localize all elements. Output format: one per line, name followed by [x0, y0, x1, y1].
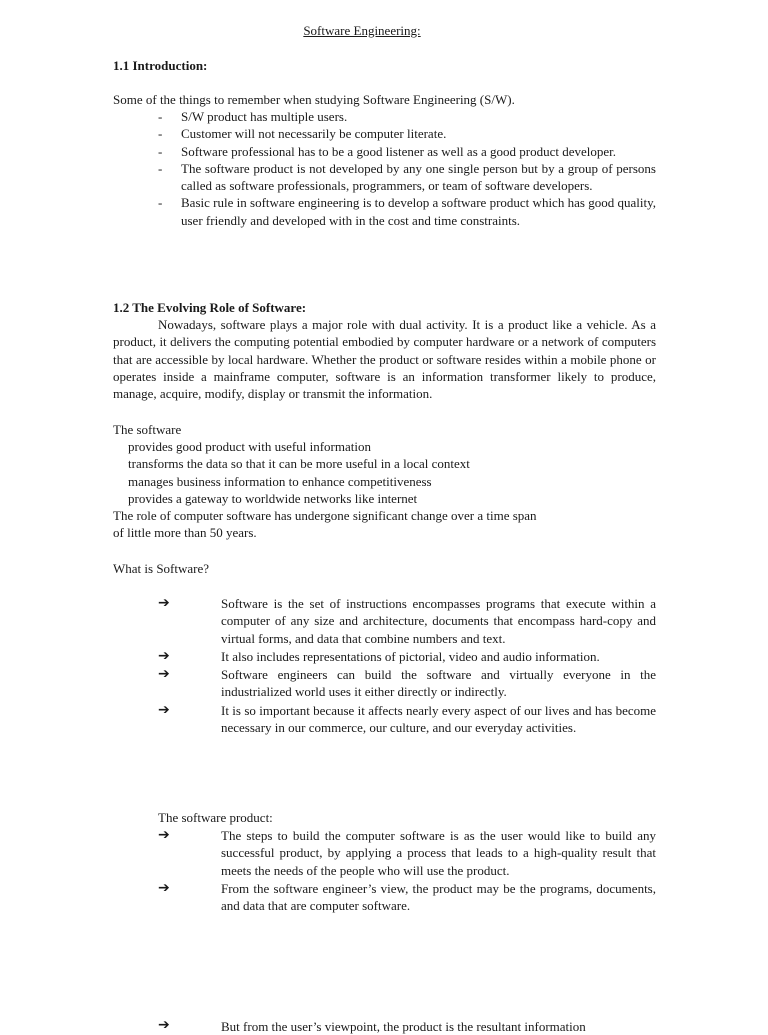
dash-bullet: -: [158, 109, 163, 124]
document-title: Software Engineering:: [303, 23, 421, 38]
section-heading-evolving-role: 1.2 The Evolving Role of Software:: [113, 300, 307, 315]
list-item: transforms the data so that it can be more useful in a local context: [128, 456, 470, 472]
role-change-line-2: of little more than 50 years.: [113, 525, 257, 540]
list-item: - S/W product has multiple users.: [158, 109, 348, 124]
intro-sentence: Some of the things to remember when studying Software Engineering (S/W).: [113, 92, 515, 107]
software-intro: The software: [113, 422, 182, 437]
evolving-role-paragraph: Nowadays, software plays a major role with dual activity. It is a product like a vehicle. As a product, it delivers the computing potential embodied by computer hardware or a network of computers that are accessible by local hardware. Whether the product or software resides within a mobile phone or operates inside a mainframe computer, software is an information transformer likely to produce, manage, acquire, modify, display or transmit the information.: [113, 317, 656, 402]
arrow-right-icon: ➔: [158, 701, 170, 718]
list-item: - The software product is not developed by any one single person but by a group of persons called as software professionals, programmers, or team of software developers.: [158, 160, 656, 194]
arrow-right-icon: ➔: [158, 827, 170, 843]
arrow-right-icon: ➔: [158, 595, 170, 611]
list-item: ➔ It also includes representations of pictorial, video and audio information.: [158, 647, 600, 664]
list-item: ➔ Software engineers can build the software and virtually everyone in the industrialized world uses it either directly or indirectly.: [158, 666, 656, 700]
intro-list: [113, 108, 656, 229]
list-item: ➔ Software is the set of instructions encompasses programs that execute within a computer of any size and architecture, documents that encompass hard-copy and virtual forms, and data that combine numbers and text.: [158, 595, 656, 646]
list-item: - Basic rule in software engineering is to develop a software product which has good quality, user friendly and developed with in the cost and time constraints.: [158, 195, 656, 228]
list-item: provides a gateway to worldwide networks like internet: [128, 490, 418, 506]
dash-bullet: -: [158, 126, 163, 142]
section-heading-introduction: 1.1 Introduction:: [113, 58, 208, 73]
dash-bullet: -: [158, 195, 163, 211]
list-item: - Software professional has to be a good listener as well as a good product developer.: [158, 143, 617, 159]
what-is-software-question: What is Software?: [113, 561, 210, 576]
arrow-right-icon: ➔: [158, 879, 170, 896]
list-item: ➔ The steps to build the computer software is as the user would like to build any successful product, by applying a process that leads to a high-quality result that meets the needs of the people who will use the product.: [158, 827, 656, 878]
dash-bullet: -: [158, 160, 163, 176]
list-item: ➔ It is so important because it affects nearly every aspect of our lives and has become necessary in our commerce, our culture, and our everyday activities.: [158, 701, 656, 736]
list-item: - Customer will not necessarily be computer literate.: [158, 126, 447, 142]
what-is-software-list: [158, 595, 656, 737]
list-item: provides good product with useful information: [128, 439, 371, 454]
software-product-list: [158, 827, 656, 915]
dash-bullet: -: [158, 143, 163, 159]
software-product-heading: The software product:: [158, 810, 273, 825]
arrow-right-icon: ➔: [158, 1017, 170, 1033]
list-item: manages business information to enhance competitiveness: [128, 473, 432, 489]
role-change-line-1: The role of computer software has undergone significant change over a time span: [113, 508, 537, 523]
cut-off-text: But from the user’s viewpoint, the product is the resultant information: [221, 1019, 586, 1034]
software-roles-list: [128, 438, 470, 507]
cut-off-list-item: [0, 1014, 768, 1034]
list-item: ➔ From the software engineer’s view, the product may be the programs, documents, and data that are computer software.: [158, 879, 656, 914]
arrow-right-icon: ➔: [158, 647, 170, 664]
arrow-right-icon: ➔: [158, 666, 170, 683]
